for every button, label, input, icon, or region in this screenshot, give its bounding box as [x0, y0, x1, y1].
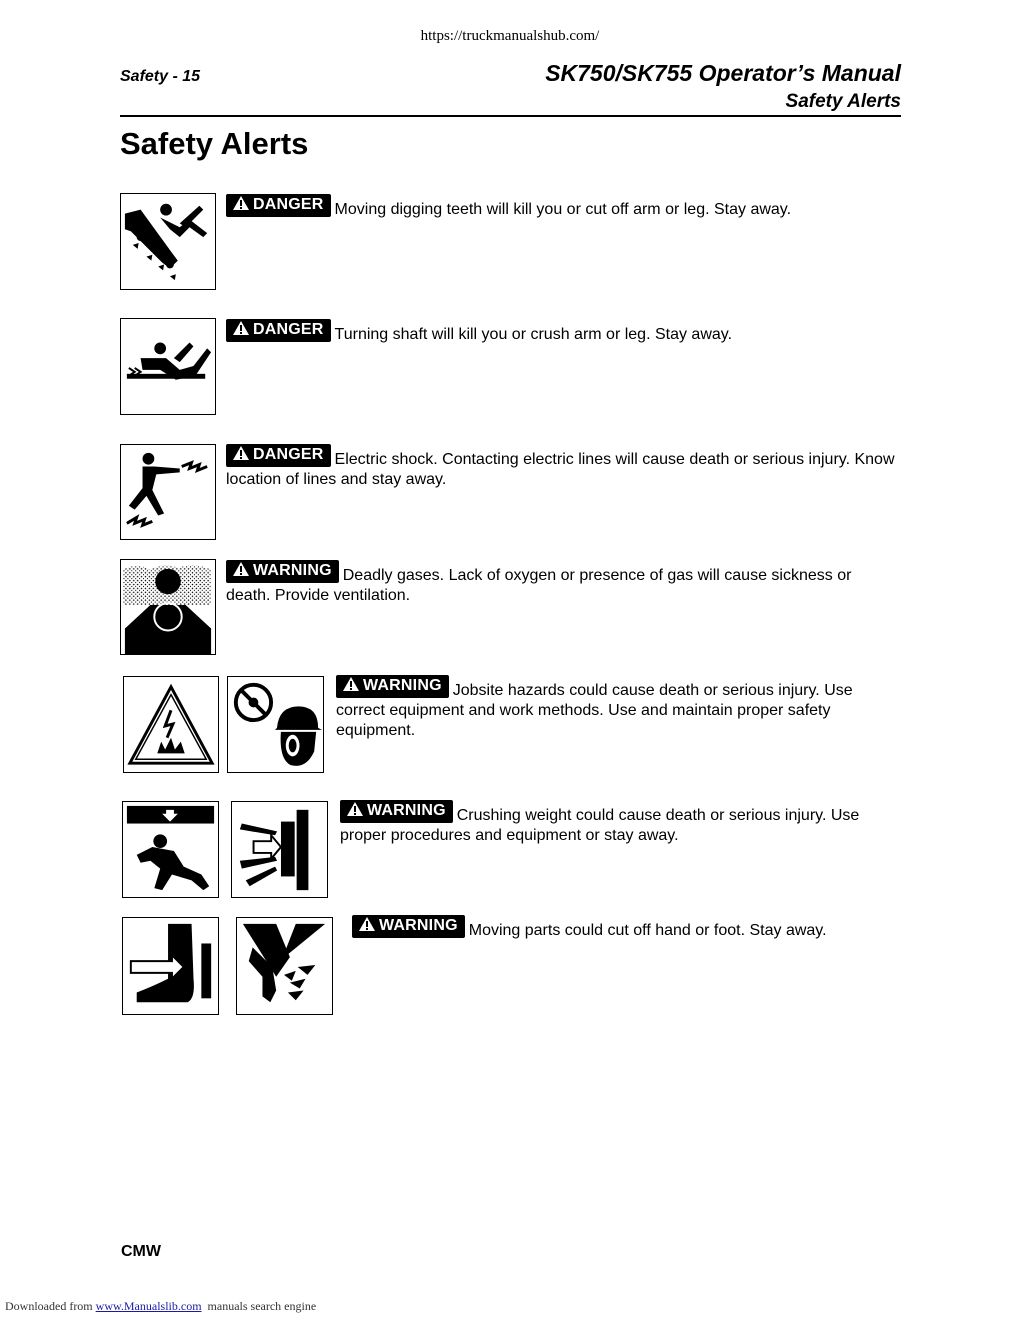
header-rule: [120, 115, 901, 117]
alert-text: Deadly gases. Lack of oxygen or presence of gas will cause sickness or death. Provide ventilation.: [226, 567, 852, 604]
alert-5: [336, 675, 896, 741]
page-label: Safety - 15: [120, 68, 201, 85]
footer-brand: CMW: [121, 1243, 161, 1260]
alert-level-badge: DANGER: [226, 444, 331, 467]
safety-equipment-icon: [227, 676, 324, 773]
electric-explosion-icon: [123, 676, 219, 773]
page-title: Safety Alerts: [120, 126, 309, 161]
deadly-gas-icon: [120, 559, 216, 655]
alert-level-badge: WARNING: [226, 560, 339, 583]
alert-text: Moving parts could cut off hand or foot. Stay away.: [468, 922, 827, 939]
warning-triangle-icon: [358, 916, 376, 932]
warning-triangle-icon: [232, 320, 250, 336]
warning-triangle-icon: [232, 195, 250, 211]
crush-between-icon: [231, 801, 328, 898]
alert-text: Crushing weight could cause death or serious injury. Use proper procedures and equipment or stay away.: [340, 807, 860, 844]
alert-7: [352, 915, 896, 941]
alert-4: [226, 560, 896, 606]
site-url: https://truckmanualshub.com/: [420, 28, 600, 44]
alert-text: Jobsite hazards could cause death or serious injury. Use correct equipment and work methods. Use and maintain proper safety equipment.: [336, 682, 853, 739]
turning-shaft-icon: [120, 318, 216, 415]
alert-level-badge: DANGER: [226, 319, 331, 342]
alert-level-badge: WARNING: [336, 675, 449, 698]
alert-text: Moving digging teeth will kill you or cut off arm or leg. Stay away.: [334, 201, 792, 218]
electric-shock-icon: [120, 444, 216, 540]
alert-level-badge: DANGER: [226, 194, 331, 217]
manual-title: SK750/SK755 Operator’s Manual: [545, 60, 901, 86]
digging-teeth-icon: [120, 193, 216, 290]
alert-level-badge: WARNING: [340, 800, 453, 823]
hand-cut-icon: [236, 917, 333, 1015]
alert-3: [226, 444, 896, 490]
warning-triangle-icon: [232, 561, 250, 577]
warning-triangle-icon: [346, 801, 364, 817]
alert-6: [340, 800, 896, 846]
manualslib-link[interactable]: www.Manualslib.com: [95, 1299, 202, 1313]
alert-2: [226, 319, 896, 345]
alert-text: Turning shaft will kill you or crush arm or leg. Stay away.: [334, 326, 733, 343]
crushing-weight-icon: [122, 801, 219, 898]
section-title: Safety Alerts: [785, 91, 901, 112]
warning-triangle-icon: [232, 445, 250, 461]
alert-text: Electric shock. Contacting electric lines will cause death or serious injury. Know location of lines and stay away.: [226, 451, 895, 488]
alert-level-badge: WARNING: [352, 915, 465, 938]
footer-tagline: manuals search engine: [207, 1299, 317, 1313]
foot-crush-icon: [122, 917, 219, 1015]
warning-triangle-icon: [342, 676, 360, 692]
alert-1: [226, 194, 896, 220]
download-footer: [5, 1299, 316, 1314]
downloaded-from-text: Downloaded from: [5, 1299, 93, 1313]
